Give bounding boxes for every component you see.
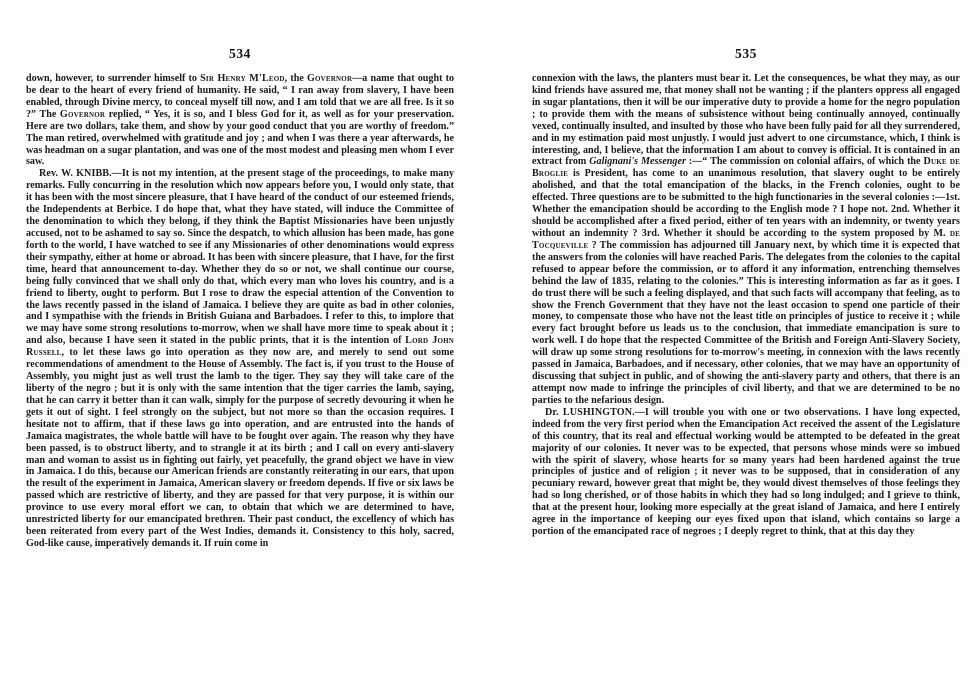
publication-title-italic: Galignani's Messenger xyxy=(589,156,686,168)
text-run: —It is not my intention, at the present stage of the proceedings, to make many remarks. Fully concurring in the resolution which now appears before you, I would only state, that it has been with the most sincere pleasure, that I have heard of the conduct of our esteemed friends, the Independents at Berbice. I do hope that, what they have stated, will induce the Committee of the denomination to which they belong, if they think the Baptist Missionaries have been unjustly accused, not to be ashamed to say so. Since the despatch, to which allusion has been made, has gone forth to the world, I have watched to see if any Missionaries of other denominations would express their sympathy, either at home or abroad. It has been with sincere pleasure, that I have, for the first time, heard that announcement to-day. Whether they do so or not, we shall continue our course, being fully convinced that we shall only do that, which every man who loves his country, and is a friend to liberty, ought to perform. But I rose to draw the especial attention of the Convention to the laws recently passed in the island of Jamaica. I believe they are quite as bad in other colonies, and I sympathise with the friends in British Guiana and Barbadoes. I refer to this, to implore that we may have some strong resolutions to-morrow, when we shall have more time to speak about it ; and also, because I have seen it stated in the public prints, that it is the intention of xyxy=(26,168,455,347)
text-run: replied, “ Yes, it is so, and I bless God for it, as well as for your preservation. Here are two dollars, take them, and show by your good conduct that you are worthy of freedom.” The man retired, overwhelmed with gratitude and joy ; and when I was there a year afterwards, he was headman on a sugar plantation, and was one of the most modest and pleasing men whom I ever saw. xyxy=(26,108,454,168)
text-run: down, however, to surrender himself to xyxy=(26,73,201,84)
proper-name-small-caps: de Tocqueville xyxy=(532,227,960,251)
page-right-body xyxy=(532,73,960,538)
speaker-name: Dr. LUSHINGTON. xyxy=(545,406,635,418)
page-left-body xyxy=(26,73,454,550)
paragraph-continuation xyxy=(532,73,960,407)
text-run: , to let these laws go into operation as they now are, and merely to send out some recommendations of amendment to the House of Assembly. The fact is, if you trust to the House of Assembly, you might just as well trust the lamb to the tiger. They say they will take care of the liberty of the negro ; but it is only with the same intention that the tiger carries the lamb, saying, that he can carry it better than it can walk, simply for the purpose of secretly devouring it when he gets it out of sight. I feel strongly on the subject, but not more so than the occasion requires. I hesitate not to affirm, that if these laws go into operation, and are entrusted into the hands of Jamaica magistrates, the whole battle will have to be fought over again. The reason why they have been passed, is to obstruct liberty, and to strangle it at its birth ; and I call on every anti-slavery man and woman to assist us in fighting out fairly, yet peacefully, the grand object we have in view in Jamaica. I do this, because our American friends are constantly reiterating in our ears, that upon the result of the experiment in Jamaica, American slavery or freedom depends. If five or six laws be passed which are restrictive of liberty, and they are passed for that very purpose, it is within our province to use every moral effort we can, to obtain that which we are determined to have, unrestricted liberty for our emancipated brethren. Their past conduct, the excellency of which has been reiterated from every part of the West Indies, demands it. Consistency to this holy, sacred, God-like cause, imperatively demands it. If ruin come in xyxy=(26,347,454,549)
page-gutter xyxy=(489,0,490,692)
paragraph-speaker-knibb xyxy=(26,168,454,550)
paragraph-continuation xyxy=(26,73,454,168)
text-run: is President, has come to an unanimous resolution, that slavery ought to be entirely abolished, and that the total emancipation of the blacks, in the French colonies, ought to be effected. Three questions are to be submitted to the high functionaries in the several colonies :—1st. Whether the emancipation should be according to the English mode ? I hope not. 2nd. Whether it should be accomplished after a fixed period, either of ten years with an indemnity, or twenty years without an indemnity ? 3rd. Whether it should be according to the system proposed by M. xyxy=(532,168,960,239)
text-run: connexion with the laws, the planters must bear it. Let the consequences, be what they may, as our kind friends have assured me, that money shall not be wanting ; if the planters oppress all engaged in sugar plantations, then it will be our imperative duty to provide a home for the negro population ; to provide them with the means of subsistence without being continually annoyed, continually vexed, continually insulted, and insulted by those who have been fully paid for all they surrendered, and in my estimation paid most unjustly. I would just advert to one circumstance, which, I think is interesting, and, I believe, that the information I am about to convey is official. It is contained in an extract from xyxy=(532,73,960,168)
page-number-right: 535 xyxy=(734,46,758,61)
proper-name-small-caps: Duke de Broglie xyxy=(532,156,960,180)
speaker-name: Rev. W. KNIBB. xyxy=(39,168,112,180)
text-run: —I will trouble you with one or two observations. I have long expected, indeed from the very first period when the Emancipation Act received the assent of the Legislature of this country, that its real and effectual working would be attempted to be defeated in the great majority of our colonies. It never was to be expected, that persons whose minds were so imbued with the spirit of slavery, whose hearts for so many years had been hardened against the true principles of justice and of religion ; it never was to be supposed, that in consideration of any pecuniary reward, however great that might be, they would divest themselves of those feelings they had so long cherished, or of those habits in which they had so long indulged; and I grieve to think, that at the present hour, looking more especially at the great island of Jamaica, and here I entirely agree in the importance of keeping our eyes fixed upon that island, which contains so large a portion of the emancipated race of negroes ; I deeply regret to think, that at this day they xyxy=(532,406,960,538)
text-run: :—“ The commission on colonial affairs, of which the xyxy=(685,156,924,168)
text-run: —a name that ought to be dear to the heart of every friend of humanity. He said, “ I ran away from slavery, I have been enabled, through Divine mercy, to conceal myself till now, and I am told that we are all free. Is it so ?” The xyxy=(26,73,454,120)
text-run: ? The commission has adjourned till January next, by which time it is expected that the answers from the colonies will have reached Paris. The delegates from the colonies to the capital refused to appear before the commission, or to afford it any information, entrenching themselves behind the law of 1835, relating to the colonies.” This is interesting information as far as it goes. I do trust there will be such a feeling displayed, and that such facts will accompany that feeling, as to show the French Government that they have not the least occasion to spend one particle of their money, to compensate those who have not the least title on principles of justice to receive it ; while every fact brought before us leads us to the conclusion, that immediate emancipation is sure to work well. I do hope that the respected Committee of the British and Foreign Anti-Slavery Society, will draw up some strong resolutions for to-morrow's meeting, in connexion with the laws recently passed in Jamaica, Barbadoes, and if necessary, other colonies, that we may have an opportunity of discussing that subject in public, and of showing the anti-slavery party and others, that there is an attempt now made to infringe the principles of civil liberty, and that we are determined to be no parties to the nefarious design. xyxy=(532,239,960,406)
page-number-left: 534 xyxy=(228,46,252,61)
proper-name-small-caps: Sir Henry M'Leod xyxy=(200,73,285,84)
proper-name-small-caps: Governor xyxy=(306,73,353,84)
paragraph-speaker-lushington xyxy=(532,407,960,538)
proper-name-small-caps: Governor xyxy=(59,108,106,120)
text-run: , the xyxy=(284,73,307,84)
page-right-535 xyxy=(490,0,980,692)
proper-name-small-caps: Lord John Russell xyxy=(26,335,454,359)
